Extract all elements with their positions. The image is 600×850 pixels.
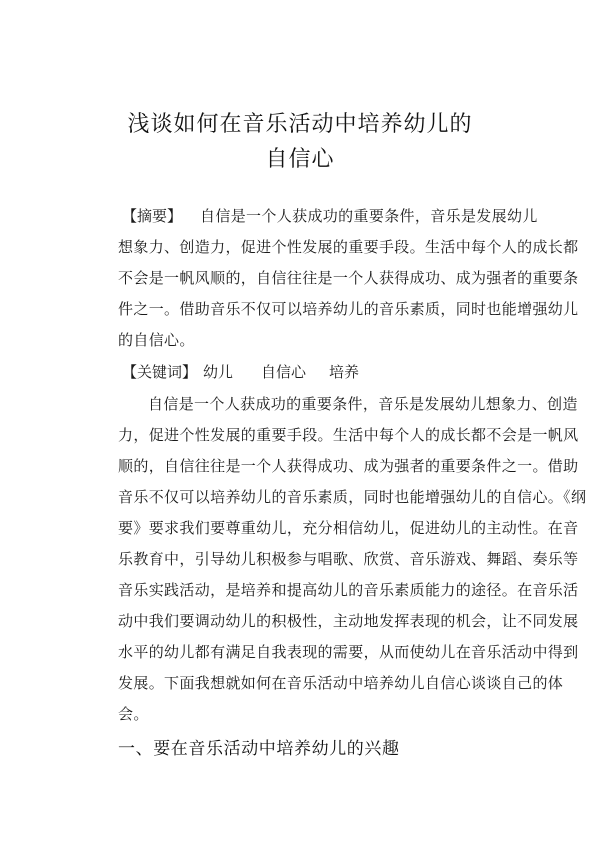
body-line: 乐教育中，引导幼儿积极参与唱歌、欣赏、音乐游戏、舞蹈、奏乐等 (118, 550, 579, 568)
body-line: 自信是一个人获成功的重要条件，音乐是发展幼儿想象力、创造 (148, 395, 578, 413)
abstract-label: 【摘要】 (122, 207, 183, 225)
document-title-line-2: 自信心 (265, 147, 335, 172)
document-title-line-1: 浅谈如何在音乐活动中培养幼儿的 (127, 112, 473, 137)
body-line: 动中我们要调动幼儿的积极性，主动地发挥表现的机会，让不同发展 (118, 612, 579, 630)
body-line: 水平的幼儿都有满足自我表现的需要，从而使幼儿在音乐活动中得到 (118, 643, 579, 661)
body-line: 音乐不仅可以培养幼儿的音乐素质，同时也能增强幼儿的自信心。《纲 (118, 488, 587, 506)
abstract-line: 件之一。借助音乐不仅可以培养幼儿的音乐素质，同时也能增强幼儿 (118, 300, 579, 318)
body-line: 发展。下面我想就如何在音乐活动中培养幼儿自信心谈谈自己的体 (118, 674, 564, 692)
keywords-label: 【关键词】 (122, 363, 198, 381)
abstract-line: 想象力、创造力，促进个性发展的重要手段。生活中每个人的成长都 (118, 238, 579, 256)
keyword: 自信心 (261, 363, 307, 381)
abstract-line: 不会是一帆风顺的，自信往往是一个人获得成功、成为强者的重要条 (118, 269, 579, 287)
body-line: 力，促进个性发展的重要手段。生活中每个人的成长都不会是一帆风 (118, 426, 579, 444)
keyword: 培养 (329, 363, 360, 381)
body-line: 要》要求我们要尊重幼儿，充分相信幼儿，促进幼儿的主动性。在音 (118, 519, 579, 537)
body-line: 会。 (118, 705, 149, 723)
keyword: 幼儿 (203, 363, 234, 381)
body-line: 音乐实践活动，是培养和提高幼儿的音乐素质能力的途径。在音乐活 (118, 581, 579, 599)
section-heading: 一、要在音乐活动中培养幼儿的兴趣 (118, 739, 400, 759)
abstract-line: 的自信心。 (118, 331, 195, 349)
abstract-line: 自信是一个人获成功的重要条件，音乐是发展幼儿 (200, 207, 538, 225)
body-line: 顺的，自信往往是一个人获得成功、成为强者的重要条件之一。借助 (118, 457, 579, 475)
